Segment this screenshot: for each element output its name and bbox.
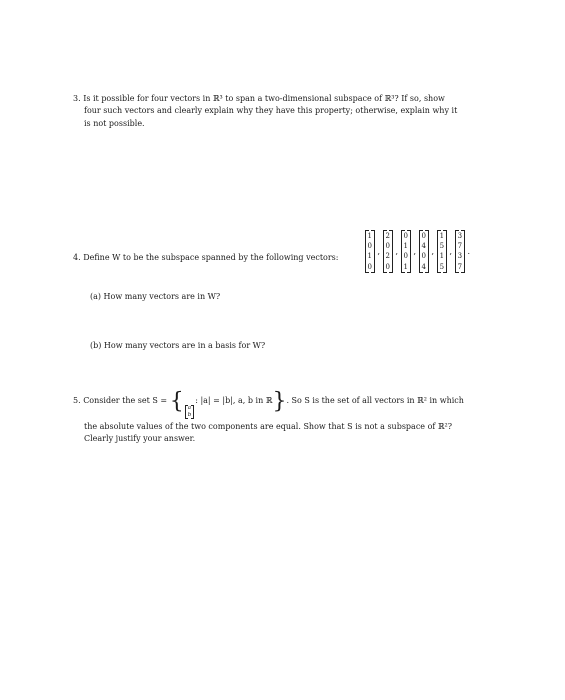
vector-entry: 2 bbox=[385, 232, 390, 240]
problem-3-line-2: four such vectors and clearly explain why they have this property; otherwise, explain why it bbox=[84, 106, 458, 116]
vector-entry: 4 bbox=[421, 262, 427, 271]
vector-entry: 0 bbox=[403, 252, 408, 261]
problem-3-number: 3. bbox=[73, 94, 81, 103]
vector-entry: 0 bbox=[385, 262, 390, 271]
vector-entry: 0 bbox=[421, 252, 427, 261]
problem-4b: (b) How many vectors are in a basis for W? bbox=[90, 341, 266, 350]
vector-entry: 5 bbox=[439, 242, 445, 251]
vector-entry: 1 bbox=[367, 252, 372, 261]
column-vector-2 bbox=[383, 230, 393, 273]
vector-entry: 0 bbox=[367, 262, 372, 271]
vector-entry: 3 bbox=[457, 232, 463, 240]
problem-5-number: 5. bbox=[73, 396, 81, 405]
problem-5-tail: . So S is the set of all vectors in ℝ² in which bbox=[286, 396, 464, 405]
separator: , bbox=[413, 246, 417, 256]
problem-4-number: 4. bbox=[73, 253, 81, 262]
problem-5-line-2: the absolute values of the two components are equal. Show that S is not a subspace of ℝ²? bbox=[84, 422, 453, 431]
separator: . bbox=[467, 246, 471, 256]
separator: , bbox=[431, 246, 435, 256]
vector-entry: 0 bbox=[385, 242, 390, 251]
vector-entry: 1 bbox=[367, 232, 372, 240]
column-vector-3 bbox=[401, 230, 411, 273]
vector-entry: 2 bbox=[385, 252, 390, 261]
separator: , bbox=[377, 246, 381, 256]
problem-4-intro: Define W to be the subspace spanned by the following vectors: bbox=[83, 253, 339, 262]
vector-entry: 5 bbox=[439, 262, 445, 271]
spanning-vectors bbox=[364, 230, 472, 273]
vector-entry: 1 bbox=[439, 232, 445, 240]
separator: , bbox=[395, 246, 399, 256]
problem-3 bbox=[73, 93, 513, 130]
problem-5 bbox=[73, 389, 513, 446]
vector-entry: 7 bbox=[457, 262, 463, 271]
problem-5-lead: Consider the set S = bbox=[83, 396, 168, 405]
vector-top: a bbox=[187, 405, 191, 411]
set-open-brace: { bbox=[169, 389, 184, 414]
set-close-brace: } bbox=[272, 389, 287, 414]
vector-entry: 1 bbox=[439, 252, 445, 261]
column-vector-1 bbox=[365, 230, 375, 273]
column-vector-5 bbox=[437, 230, 447, 273]
set-element-vector bbox=[185, 405, 195, 419]
set-condition: : |a| = |b|, a, b in ℝ bbox=[195, 396, 273, 405]
vector-bottom: b bbox=[187, 412, 192, 418]
vector-entry: 1 bbox=[403, 262, 408, 271]
problem-3-line-1 bbox=[73, 93, 513, 105]
vector-entry: 3 bbox=[457, 252, 463, 261]
problem-3-line-3: is not possible. bbox=[84, 118, 145, 128]
vector-entry: 0 bbox=[421, 232, 427, 240]
vector-entry: 0 bbox=[367, 242, 372, 251]
problem-5-line-1 bbox=[73, 389, 513, 419]
problem-5-line-3: Clearly justify your answer. bbox=[84, 434, 196, 444]
vector-entry: 7 bbox=[457, 242, 463, 251]
vector-entry: 1 bbox=[403, 242, 408, 251]
column-vector-4 bbox=[419, 230, 429, 273]
problem-4a: (a) How many vectors are in W? bbox=[90, 292, 221, 301]
vector-entry: 0 bbox=[403, 232, 408, 240]
column-vector-6 bbox=[455, 230, 465, 273]
vector-entry: 4 bbox=[421, 242, 427, 251]
problem-3-text-1: Is it possible for four vectors in ℝ³ to span a two-dimensional subspace of ℝ³? If so, show bbox=[83, 94, 445, 103]
separator: , bbox=[449, 246, 453, 256]
